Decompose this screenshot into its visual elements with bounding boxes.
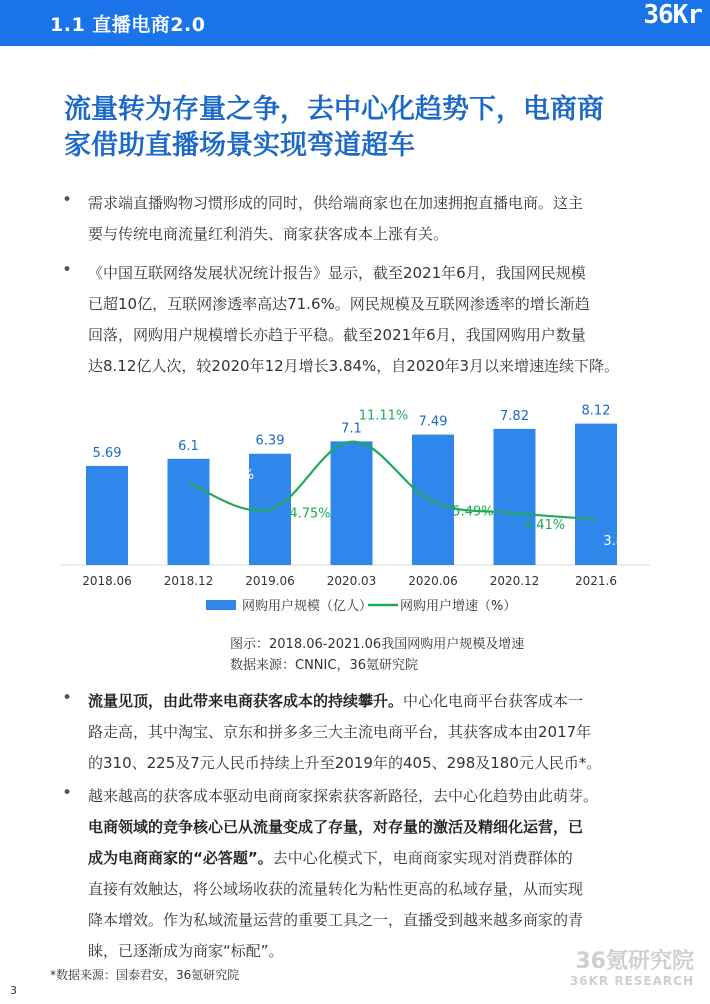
legend-bar-label: 网购用户规模（亿人）: [242, 599, 373, 614]
bar-value-label: 8.12: [581, 403, 611, 419]
bold-text: 成为电商商家的“必答题”。: [88, 849, 273, 867]
watermark-en: 36KR RESEARCH: [569, 974, 694, 988]
paragraph-line: 已超10亿，互联网渗透率高达71.6%。网民规模及互联网渗透率的增长渐趋: [88, 295, 590, 313]
x-tick-label: 2018.06: [82, 574, 132, 588]
bar-2020.12: [494, 429, 536, 565]
header-bar: [0, 0, 710, 46]
bold-text: 流量见顶，由此带来电商获客成本的持续攀升。: [88, 692, 404, 710]
bar-value-label: 7.49: [418, 414, 448, 430]
bullet-dot: •: [62, 688, 73, 708]
text: 中心化电商平台获客成本一: [403, 692, 584, 710]
paragraph-2: [88, 258, 658, 382]
brand-logo: 36Kr: [643, 0, 702, 30]
page-title: [64, 92, 664, 164]
watermark-cn: 36氪研究院: [575, 949, 694, 974]
growth-value-label: 4.75%: [289, 506, 331, 522]
bar-2018.06: [86, 466, 128, 565]
bar-value-label: 7.82: [500, 408, 529, 424]
bar-value-label: 6.1: [178, 438, 199, 454]
section-title: 1.1 直播电商2.0: [50, 14, 206, 36]
paragraph-line: 降本增效。作为私域流量运营的重要工具之一，直播受到越来越多商家的青: [88, 911, 584, 929]
paragraph-line: 《中国互联网络发展状况统计报告》显示，截至2021年6月，我国网民规模: [88, 264, 586, 282]
x-tick-label: 2020.12: [489, 574, 540, 588]
x-tick-label: 2020.06: [408, 574, 458, 588]
growth-value-label: 3.84%: [603, 534, 645, 550]
growth-value-label: 11.11%: [358, 408, 409, 424]
bar-2020.03: [331, 441, 373, 565]
chart-caption: 图示：2018.06-2021.06我国网购用户规模及增速: [230, 637, 525, 652]
x-tick-label: 2018.12: [163, 574, 214, 588]
bar-value-label: 7.1: [341, 421, 362, 437]
x-tick-label: 2021.6: [575, 574, 617, 588]
paragraph-line: 达8.12亿人次，较2020年12月增长3.84%，自2020年3月以来增速连续下降。: [88, 357, 620, 375]
paragraph-line: 越来越高的获客成本驱动电商商家探索获客新路径，去中心化趋势由此萌芽。: [88, 787, 599, 805]
paragraph-3: [88, 686, 658, 779]
growth-value-label: 7.21%: [212, 468, 255, 484]
chart-source: 数据来源：CNNIC，36氪研究院: [230, 658, 418, 673]
bar-2020.06: [412, 435, 454, 565]
paragraph-line: [88, 812, 658, 843]
paragraph-line: [88, 686, 658, 717]
page-title-line-1: 流量转为存量之争，去中心化趋势下，电商商: [64, 94, 604, 125]
bar-value-label: 5.69: [92, 445, 122, 461]
paragraph-line: 需求端直播购物习惯形成的同时，供给端商家也在加速拥抱直播电商。这主: [88, 194, 584, 212]
bullet-dot: •: [62, 190, 73, 210]
paragraph-line: 直接有效触达，将公域场收获的流量转化为粘性更高的私域存量，从而实现: [88, 880, 584, 898]
bar-2018.12: [168, 459, 210, 565]
footnote: *数据来源：国泰君安，36氪研究院: [50, 968, 240, 982]
bar-value-label: 6.39: [255, 433, 285, 449]
growth-value-label: 4.41%: [523, 518, 566, 534]
legend-line-label: 网购用户增速（%）: [400, 599, 517, 614]
paragraph-line: 的310、225及7元人民币持续上升至2019年的405、298及180元人民币*。: [88, 754, 602, 772]
paragraph-line: [88, 843, 658, 874]
page-title-line-2: 家借助直播场景实现弯道超车: [64, 130, 415, 161]
bold-text: 电商领域的竞争核心已从流量变成了存量，对存量的激活及精细化运营，已: [88, 818, 584, 836]
paragraph-line: 回落，网购用户规模增长亦趋于平稳。截至2021年6月，我国网购用户数量: [88, 326, 586, 344]
text: 去中心化模式下，电商商家实现对消费群体的: [272, 849, 573, 867]
x-tick-label: 2020.03: [326, 574, 377, 588]
paragraph-4: [88, 781, 658, 967]
bullet-dot: •: [62, 783, 73, 803]
paragraph-line: 要与传统电商流量红利消失、商家获客成本上涨有关。: [88, 225, 449, 243]
page-number: 3: [10, 984, 17, 997]
legend-bar-swatch: [206, 600, 236, 610]
x-tick-label: 2019.06: [245, 574, 295, 588]
online-shopping-users-chart: [0, 380, 710, 634]
bullet-dot: •: [62, 260, 73, 280]
paragraph-1: [88, 188, 658, 250]
paragraph-line: 睐，已逐渐成为商家“标配”。: [88, 942, 284, 960]
paragraph-line: 路走高，其中淘宝、京东和拼多多三大主流电商平台，其获客成本由2017年: [88, 723, 592, 741]
growth-value-label: 5.49%: [452, 504, 494, 520]
